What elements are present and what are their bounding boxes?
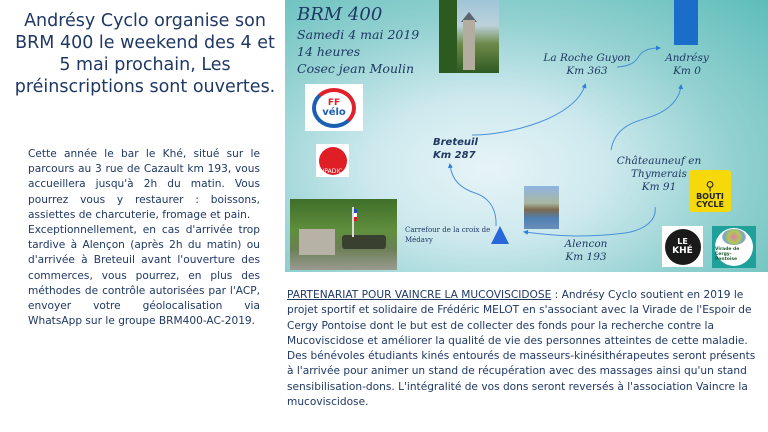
khe-le-text: LE <box>677 236 688 246</box>
event-venue: Cosec jean Moulin <box>297 61 415 76</box>
place-la-roche-guyon <box>537 52 637 78</box>
alencon-river-photo <box>524 186 559 229</box>
khe-name-text: KHÉ <box>672 245 693 256</box>
partnership-section <box>287 288 759 410</box>
place-name: Châteauneuf en Thymerais <box>616 155 702 180</box>
ffvelo-logo <box>305 84 363 131</box>
virade-cergy-pontoise-logo <box>712 226 756 268</box>
blue-rectangle-logo <box>674 0 698 45</box>
place-km: Km 287 <box>433 150 476 161</box>
event-info <box>297 4 419 77</box>
tree-icon <box>722 229 746 245</box>
partnership-heading: PARTENARIAT POUR VAINCRE LA MUCOVISCIDOSE <box>287 289 552 301</box>
announcement-body <box>28 147 260 329</box>
le-khe-logo <box>662 226 703 267</box>
bicycle-icon: ⚲ <box>705 179 715 193</box>
announcement-title: Andrésy Cyclo organise son BRM 400 le weekend des 4 et 5 mai prochain, Les préinscriptions sont ouvertes. <box>14 11 276 97</box>
place-km: Km 363 <box>566 65 608 77</box>
carrefour-medavy-label: Carrefour de la croix de Médavy <box>405 226 491 244</box>
place-name: Breteuil <box>433 137 478 148</box>
bouticycle-text-1: BOUTI <box>696 192 724 201</box>
bouticycle-text-2: CYCLE <box>696 200 724 209</box>
place-km: Km 91 <box>641 181 677 193</box>
place-name: La Roche Guyon <box>543 52 631 64</box>
event-time: 14 heures <box>297 44 361 59</box>
geolocation-paragraph: Exceptionnellement, en cas d'arrivée trop tardive à Alençon (après 2h du matin) ou d'arrivée à Breteuil avant l'ouverture des commerces, vous pourrez, en plus des méthodes de contrôle autorisées par l'ACP, envoyer votre géolocalisation via WhatsApp sur le groupe BRM400-AC-2019. <box>28 224 260 328</box>
medavy-tank-memorial-photo <box>290 199 397 270</box>
ffvelo-ff-text: FF <box>327 97 341 108</box>
place-name: Andrésy <box>665 52 709 64</box>
virade-text: Virade de Cergy-Pontoise <box>715 247 740 262</box>
ipadic-logo <box>316 144 349 177</box>
place-breteuil <box>433 136 493 162</box>
ffvelo-velo-text: vélo <box>322 106 346 118</box>
event-date: Samedi 4 mai 2019 <box>297 27 420 42</box>
place-km: Km 193 <box>565 251 607 263</box>
khe-bar-paragraph: Cette année le bar le Khé, situé sur le parcours au 3 rue de Cazault km 193, vous accueillera jusqu'à 2h du matin. Vous pourrez vous y restaurer : boissons, assiettes de charcuterie, fromage et pain. <box>28 148 260 221</box>
place-andresy <box>659 52 715 78</box>
place-alencon <box>553 238 619 264</box>
ipadic-text: IPADIC <box>322 167 343 175</box>
route-map-panel <box>285 0 768 272</box>
la-roche-guyon-castle-photo <box>439 0 499 73</box>
bouticycle-logo <box>689 170 731 212</box>
event-title: BRM 400 <box>297 4 383 25</box>
location-marker-icon <box>491 226 509 244</box>
place-name: Alencon <box>564 238 608 250</box>
partnership-body: : Andrésy Cyclo soutient en 2019 le projet sportif et solidaire de Frédéric MELOT en s'associant avec la Virade de l'Espoir de Cergy Pontoise dont le but est de collecter des fonds pour la recherche contre la Mucoviscidose et améliorer la qualité de vie des personnes atteintes de cette maladie. Des bénévoles étudiants kinés entourés de masseurs-kinésithérapeutes seront présents à l'arrivée pour animer un stand de récupération avec des massages ainsi qu'un stand sensibilisation-dons. L'intégralité de vos dons seront reversés à l'association Vaincre la mucoviscidose. <box>287 289 756 409</box>
place-km: Km 0 <box>673 65 701 77</box>
